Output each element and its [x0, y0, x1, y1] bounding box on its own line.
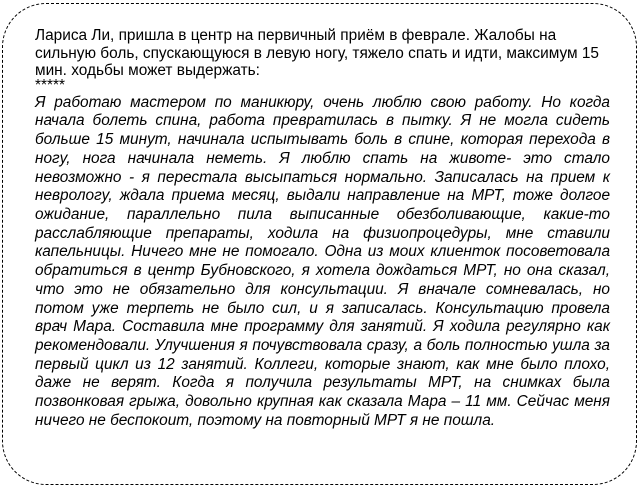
text-content — [35, 27, 610, 430]
separator-stars: ***** — [35, 76, 65, 94]
testimonial-paragraph: Я работаю мастером по маникюру, очень люблю свою работу. Но когда начала болеть спина, работа превратилась в пытку. Я не могла сидеть больше 15 минут, начинала испытывать боль в спине, которая перехода в ногу, нога начинала неметь. Я люблю спать на животе- это стало невозможно - я перестала высыпаться нормально. Записалась на прием к неврологу, ждала приема месяц, выдали направление на МРТ, тоже долгое ожидание, параллельно пила выписанные обезболивающие, какие-то расслабляющие препараты, ходила на физиопроцедуры, мне ставили капельницы. Ничего мне не помогало. Одна из моих клиенток посоветовала обратиться в центр Бубновского, я хотела дождаться МРТ, но она сказал, что это не обязательно для консультации. Я вначале сомневалась, но потом уже терпеть не было сил, и я записалась. Консультацию провела врач Мара. Составила мне программу для занятий. Я ходила регулярно как рекомендовали. Улучшения я почувствовала сразу, а боль полностью ушла за первый цикл из 12 занятий. Коллеги, которые знают, как мне было плохо, даже не верят. Когда я получила результаты МРТ, на снимках была позвонковая грыжа, довольно крупная как сказала Мара – 11 мм. Сейчас меня ничего не беспокоит, поэтому на повторный МРТ я не пошла. — [35, 93, 610, 429]
intro-paragraph: Лариса Ли, пришла в центр на первичный приём в феврале. Жалобы на сильную боль, спускающуюся в левую ногу, тяжело спать и идти, максимум 15 мин. ходьбы может выдержать: — [35, 27, 599, 80]
